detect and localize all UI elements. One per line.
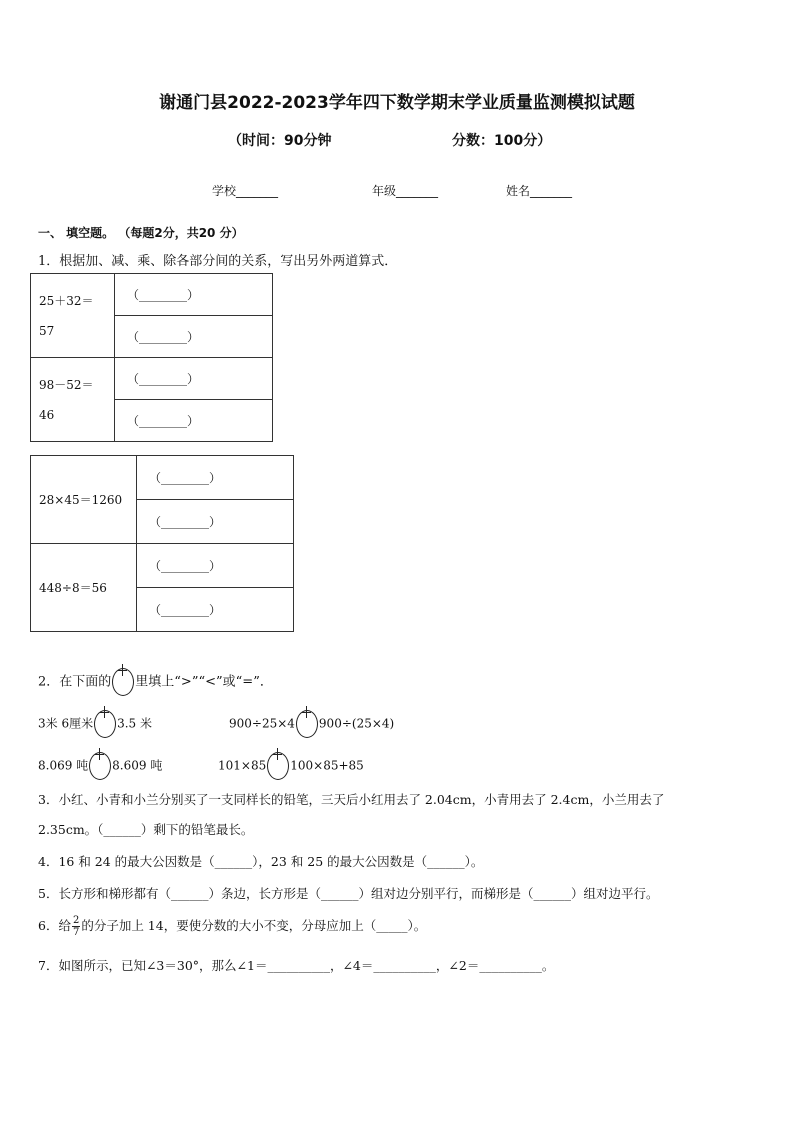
compare-right: 900÷(25×4) <box>318 716 395 731</box>
compare-circle-icon <box>89 752 111 780</box>
question-6-text <box>38 915 426 938</box>
question-7-text: 7．如图所示，已知∠3＝30°，那么∠1＝__________，∠4＝__________，∠2＝__________。 <box>38 958 555 973</box>
section-heading: 一、 填空题。 （每题2分，共20 分） <box>38 226 244 240</box>
answer-blank: （________） <box>137 588 294 632</box>
exam-time: （时间：90分钟 <box>228 133 332 149</box>
question-1-table-a <box>30 273 273 442</box>
equation-line: 46 <box>39 407 55 422</box>
grade-field: 年级_______ <box>372 184 439 198</box>
compare-circle-icon <box>296 710 318 738</box>
equation-cell <box>31 358 115 442</box>
question-2-row-1-b <box>229 710 394 738</box>
equation-line: 98－52＝ <box>39 377 94 392</box>
question-6-suffix: 的分子加上 14，要使分数的大小不变，分母应加上（_____）。 <box>81 918 427 933</box>
compare-left: 101×85 <box>218 758 267 773</box>
compare-circle-icon <box>112 668 134 696</box>
question-1-text: 1．根据加、减、乘、除各部分间的关系，写出另外两道算式． <box>38 254 398 269</box>
answer-blank: （________） <box>115 316 273 358</box>
equation-line: 25＋32＝ <box>39 293 94 308</box>
compare-left: 900÷25×4 <box>229 716 295 731</box>
answer-blank: （________） <box>115 400 273 442</box>
fraction <box>72 915 80 938</box>
question-3-line-2: 2.35cm。（______）剩下的铅笔最长。 <box>38 822 254 837</box>
name-field: 姓名_______ <box>506 184 573 198</box>
question-5-text: 5．长方形和梯形都有（______）条边，长方形是（______）组对边分别平行，而梯形是（______）组对边平行。 <box>38 886 659 901</box>
question-2-text <box>38 668 273 696</box>
question-6-prefix: 6．给 <box>38 918 71 933</box>
compare-right: 8.609 吨 <box>112 758 163 773</box>
answer-blank: （________） <box>137 544 294 588</box>
question-4-text: 4．16 和 24 的最大公因数是（______），23 和 25 的最大公因数是（______）。 <box>38 854 484 869</box>
compare-right: 3.5 米 <box>117 716 152 731</box>
question-2-suffix: 里填上“>”“<”或“=”． <box>135 674 273 690</box>
compare-left: 8.069 吨 <box>38 758 89 773</box>
equation-line: 57 <box>39 323 55 338</box>
question-2-row-1-a <box>38 710 152 738</box>
answer-blank: （________） <box>115 358 273 400</box>
question-2-row-2-b <box>218 752 364 780</box>
equation-cell <box>31 274 115 358</box>
question-2-row-2-a <box>38 752 162 780</box>
question-1-table-b <box>30 455 294 632</box>
question-2-prefix: 2．在下面的 <box>38 674 112 690</box>
compare-left: 3米 6厘米 <box>38 716 94 731</box>
answer-blank: （________） <box>115 274 273 316</box>
question-3-line-1: 3．小红、小青和小兰分别买了一支同样长的铅笔，三天后小红用去了 2.04cm，小青用去了 2.4cm，小兰用去了 <box>38 792 665 807</box>
fraction-numerator: 2 <box>72 915 80 926</box>
compare-circle-icon <box>94 710 116 738</box>
equation-cell: 28×45＝1260 <box>31 456 137 544</box>
equation-cell: 448÷8＝56 <box>31 544 137 632</box>
exam-score: 分数：100分） <box>452 133 552 149</box>
fraction-denominator: 7 <box>72 927 80 938</box>
compare-right: 100×85+85 <box>290 758 364 773</box>
answer-blank: （________） <box>137 500 294 544</box>
compare-circle-icon <box>267 752 289 780</box>
answer-blank: （________） <box>137 456 294 500</box>
school-field: 学校_______ <box>212 184 279 198</box>
exam-title: 谢通门县2022-2023学年四下数学期末学业质量监测模拟试题 <box>159 93 635 113</box>
